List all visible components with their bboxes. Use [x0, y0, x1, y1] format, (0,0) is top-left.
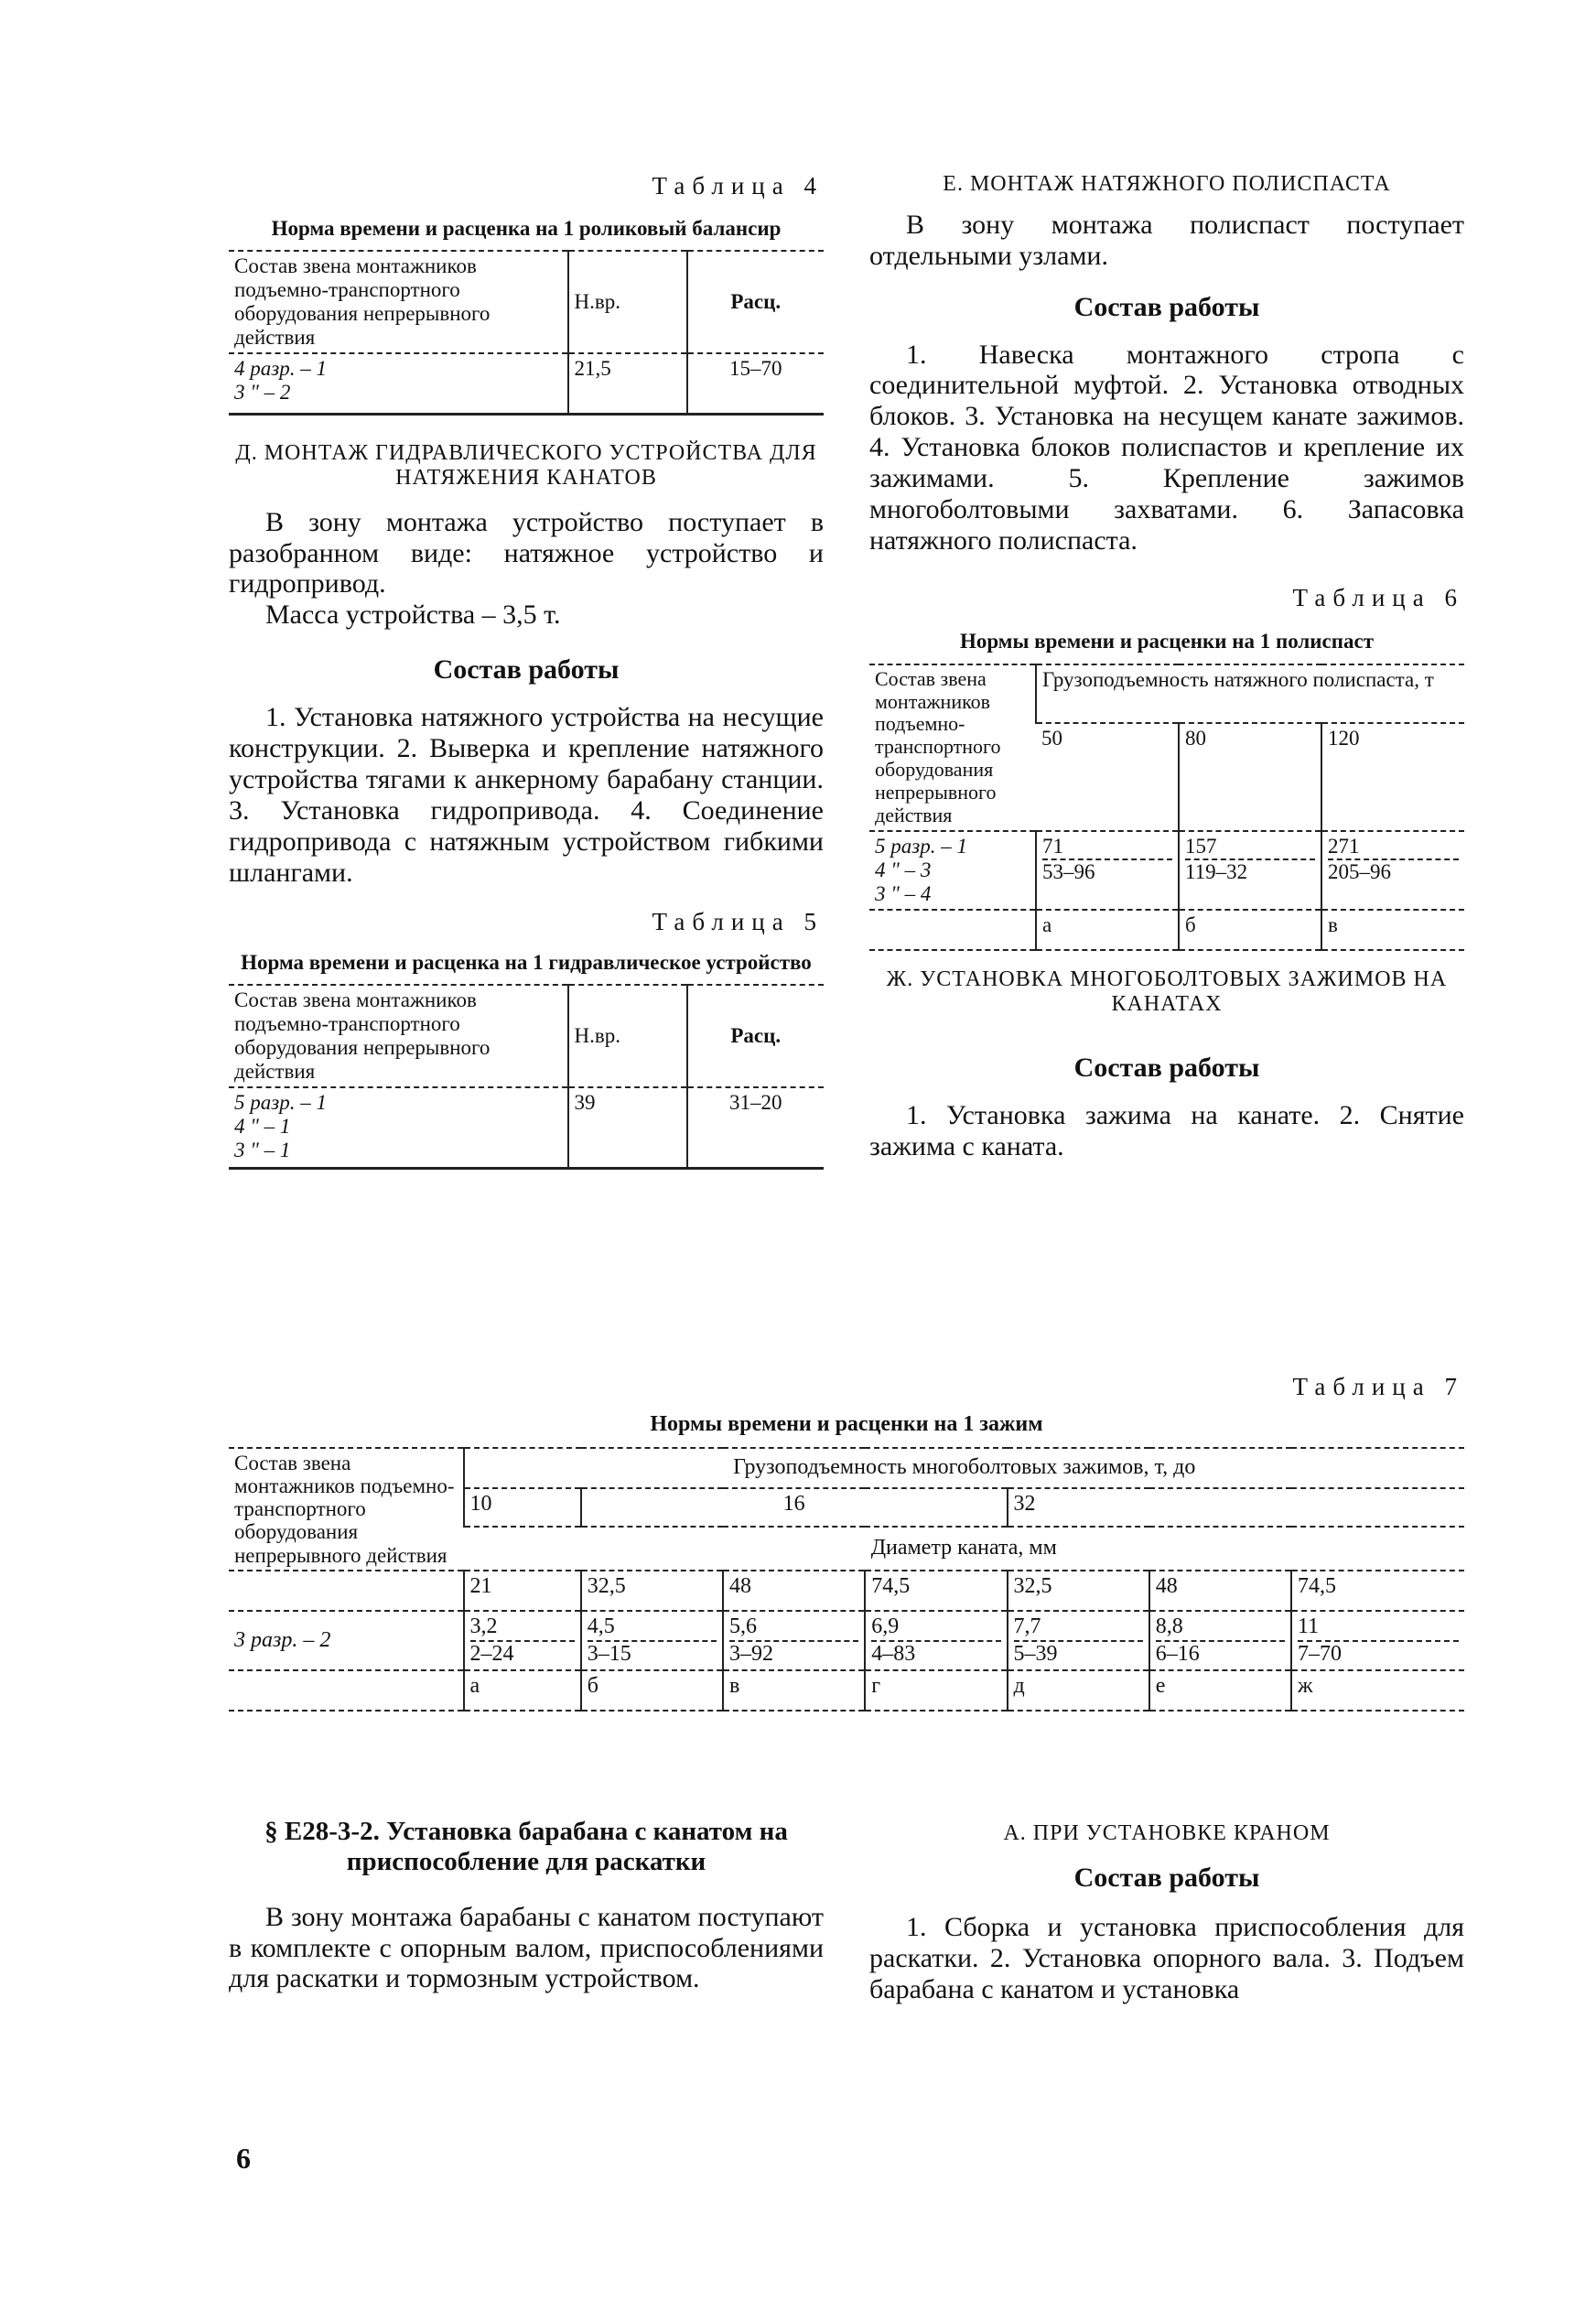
nvr-value: 6,9	[871, 1614, 1000, 1642]
table-5-crew-header: Состав звена монтажников подъемно-транспортного оборудования непрерывного действия	[229, 985, 568, 1087]
table-7	[229, 1447, 1464, 1712]
table-row	[229, 1611, 1464, 1670]
table-row	[229, 1087, 824, 1169]
table-7-group-16: 16	[581, 1488, 1008, 1527]
table-6-col-80: 80	[1179, 723, 1321, 831]
rasc-value: 53–96	[1042, 859, 1095, 883]
crew-line: 3 " – 2	[234, 380, 291, 404]
table-7-empty-cell	[229, 1670, 464, 1711]
section-d-work: 1. Установка натяжного устройства на несущие конструкции. 2. Выверка и крепление натяжного устройства тягами к анкерному барабану станции. 3. Установка гидропривода. 4. Соединение гидропривода с натяжным устройством гибкими шлангами.	[229, 702, 824, 888]
table-7-cell	[464, 1611, 581, 1670]
section-e-work: 1. Навеска монтажного стропа с соединительной муфтой. 2. Установка отводных блоков. 3. Установка на несущем канате зажимов. 4. Установка блоков полиспастов и крепление их зажимами. 5. Крепление зажимов многоболтовыми захватами. 6. Запасовка натяжного полиспаста.	[869, 339, 1464, 556]
rasc-value: 6–16	[1155, 1641, 1200, 1666]
page-number: 6	[236, 2142, 251, 2175]
rasc-value: 3–92	[729, 1641, 773, 1666]
rasc-value: 205–96	[1328, 859, 1391, 883]
section-a-work: 1. Сборка и установка приспособления для раскатки. 2. Установка опорного вала. 3. Подъем барабана с канатом и установка	[869, 1911, 1464, 2004]
rasc-value: 5–39	[1013, 1641, 1058, 1666]
bottom-left-column	[229, 1817, 824, 1994]
section-d-mass: Масса устройства – 3,5 т.	[265, 599, 561, 631]
table-7-block	[229, 1373, 1464, 1712]
table-7-cell	[1149, 1611, 1291, 1670]
nvr-value: 271	[1328, 835, 1459, 860]
column-letter: г	[865, 1670, 1007, 1711]
table-6-crew-header: Состав звена монтажников подъемно-транспортного оборудования непрерывного действия	[869, 664, 1036, 831]
table-5-rasc-header: Расц.	[687, 985, 825, 1087]
table-5-rasc-cell: 31–20	[687, 1087, 825, 1169]
diameter-cell: 48	[723, 1571, 865, 1611]
table-7-cell	[581, 1611, 723, 1670]
table-7-diameter-row	[229, 1571, 1464, 1611]
table-7-group-10: 10	[464, 1488, 581, 1527]
diameter-cell: 48	[1149, 1571, 1291, 1611]
table-7-cell	[1291, 1611, 1464, 1670]
nvr-value: 4,5	[588, 1614, 717, 1642]
column-letter: а	[1036, 910, 1179, 950]
crew-line: 3 " – 4	[875, 881, 932, 905]
table-7-crew-header: Состав звена монтажников подъемно-транспортного оборудования непрерывного действия	[229, 1448, 464, 1571]
section-zh-work-title: Состав работы	[1073, 1053, 1260, 1084]
section-e28-heading: § Е28-3-2. Установка барабана с канатом на приспособление для раскатки	[264, 1817, 788, 1877]
column-letter: а	[464, 1670, 581, 1711]
table-4	[229, 250, 824, 416]
rasc-value: 3–15	[587, 1641, 631, 1666]
crew-line: 4 " – 3	[875, 858, 932, 881]
diameter-cell: 74,5	[865, 1571, 1007, 1611]
table-6-col-50: 50	[1036, 723, 1179, 831]
table-7-cell	[723, 1611, 865, 1670]
diameter-cell: 32,5	[1008, 1571, 1149, 1611]
table-6-cell	[1179, 831, 1321, 910]
table-6-empty-cell	[869, 910, 1036, 950]
column-letter: в	[1321, 910, 1464, 950]
column-letter: б	[581, 1670, 723, 1711]
table-5-crew-cell	[229, 1087, 568, 1169]
table-7-caption: Таблица 7	[1292, 1373, 1464, 1400]
section-d-heading: Д. МОНТАЖ ГИДРАВЛИЧЕСКОГО УСТРОЙСТВА ДЛЯ НАТЯЖЕНИЯ КАНАТОВ	[235, 440, 817, 490]
rasc-value: 7–70	[1298, 1641, 1342, 1666]
section-zh-heading: Ж. УСТАНОВКА МНОГОБОЛТОВЫХ ЗАЖИМОВ НА КАНАТАХ	[886, 966, 1448, 1016]
table-4-title: Норма времени и расценка на 1 роликовый балансир	[271, 216, 782, 240]
nvr-value: 3,2	[470, 1614, 575, 1642]
rasc-value: 119–32	[1185, 859, 1248, 883]
table-4-nvr-cell: 21,5	[568, 353, 687, 415]
nvr-value: 11	[1298, 1614, 1459, 1642]
table-6-cell	[1036, 831, 1179, 910]
table-7-empty-cell	[229, 1571, 464, 1611]
section-e-heading: Е. МОНТАЖ НАТЯЖНОГО ПОЛИСПАСТА	[943, 172, 1391, 196]
table-6-crew-cell	[869, 831, 1036, 910]
column-letter: ж	[1291, 1670, 1464, 1711]
table-7-group-32: 32	[1008, 1488, 1465, 1527]
diameter-cell: 32,5	[581, 1571, 723, 1611]
column-letter: е	[1149, 1670, 1291, 1711]
column-letter: д	[1008, 1670, 1149, 1711]
table-7-letters-row	[229, 1670, 1464, 1711]
nvr-value: 157	[1185, 835, 1315, 860]
table-4-crew-header: Состав звена монтажников подъемно-транспортного оборудования непрерывного действия	[229, 251, 568, 353]
crew-line: 5 разр. – 1	[234, 1091, 327, 1115]
left-column	[229, 172, 824, 1170]
crew-line: 4 " – 1	[234, 1115, 291, 1139]
table-4-nvr-header: Н.вр.	[568, 251, 687, 353]
table-4-rasc-header: Расц.	[687, 251, 825, 353]
table-6-capacity-header: Грузоподъемность натяжного полиспаста, т	[1036, 664, 1464, 723]
table-4-crew-cell	[229, 353, 568, 415]
table-7-crew-cell: 3 разр. – 2	[229, 1611, 464, 1670]
crew-line: 3 " – 1	[234, 1139, 291, 1162]
nvr-value: 71	[1042, 835, 1172, 860]
table-6	[869, 664, 1464, 951]
rasc-value: 4–83	[871, 1641, 916, 1666]
bottom-right-column	[869, 1821, 1464, 2004]
rasc-value: 2–24	[469, 1641, 514, 1666]
table-row	[229, 353, 824, 415]
section-d-work-title: Состав работы	[433, 654, 620, 686]
crew-line: 4 разр. – 1	[234, 356, 327, 380]
table-5-caption: Таблица 5	[652, 908, 824, 936]
diameter-cell: 74,5	[1291, 1571, 1464, 1611]
nvr-value: 8,8	[1156, 1614, 1285, 1642]
table-5	[229, 984, 824, 1170]
table-5-title: Норма времени и расценка на 1 гидравлическое устройство	[241, 950, 812, 974]
table-6-caption: Таблица 6	[1292, 583, 1464, 611]
table-6-cell	[1321, 831, 1464, 910]
section-e-work-title: Состав работы	[1073, 291, 1260, 322]
nvr-value: 7,7	[1014, 1614, 1143, 1642]
table-7-diameter-header: Диаметр каната, мм	[464, 1527, 1465, 1571]
crew-line: 5 разр. – 1	[875, 834, 967, 858]
table-4-rasc-cell: 15–70	[687, 353, 825, 415]
table-7-capacity-header: Грузоподъемность многоболтовых зажимов, т, до	[464, 1448, 1465, 1488]
section-d-paragraph: В зону монтажа устройство поступает в разобранном виде: натяжное устройство и гидропривод.	[229, 506, 824, 599]
section-e-paragraph: В зону монтажа полиспаст поступает отдельными узлами.	[869, 209, 1464, 271]
table-5-nvr-header: Н.вр.	[568, 985, 687, 1087]
table-7-cell	[1008, 1611, 1149, 1670]
table-6-title: Нормы времени и расценки на 1 полиспаст	[959, 630, 1375, 653]
section-zh-work: 1. Установка зажима на канате. 2. Снятие зажима с каната.	[869, 1100, 1464, 1162]
table-5-nvr-cell: 39	[568, 1087, 687, 1169]
section-e28-paragraph: В зону монтажа барабаны с канатом поступают в комплекте с опорным валом, приспособлениями для раскатки и тормозным устройством.	[229, 1901, 824, 1994]
table-7-title: Нормы времени и расценки на 1 зажим	[650, 1412, 1043, 1436]
diameter-cell: 21	[464, 1571, 581, 1611]
table-row	[869, 831, 1464, 910]
section-a-heading: А. ПРИ УСТАНОВКЕ КРАНОМ	[1003, 1821, 1331, 1845]
column-letter: в	[723, 1670, 865, 1711]
table-7-cell	[865, 1611, 1007, 1670]
table-6-col-120: 120	[1321, 723, 1464, 831]
column-letter: б	[1179, 910, 1321, 950]
section-a-work-title: Состав работы	[1073, 1862, 1260, 1893]
nvr-value: 5,6	[729, 1614, 858, 1642]
right-column	[869, 172, 1464, 1162]
table-4-caption: Таблица 4	[652, 172, 824, 200]
table-6-letters-row	[869, 910, 1464, 950]
